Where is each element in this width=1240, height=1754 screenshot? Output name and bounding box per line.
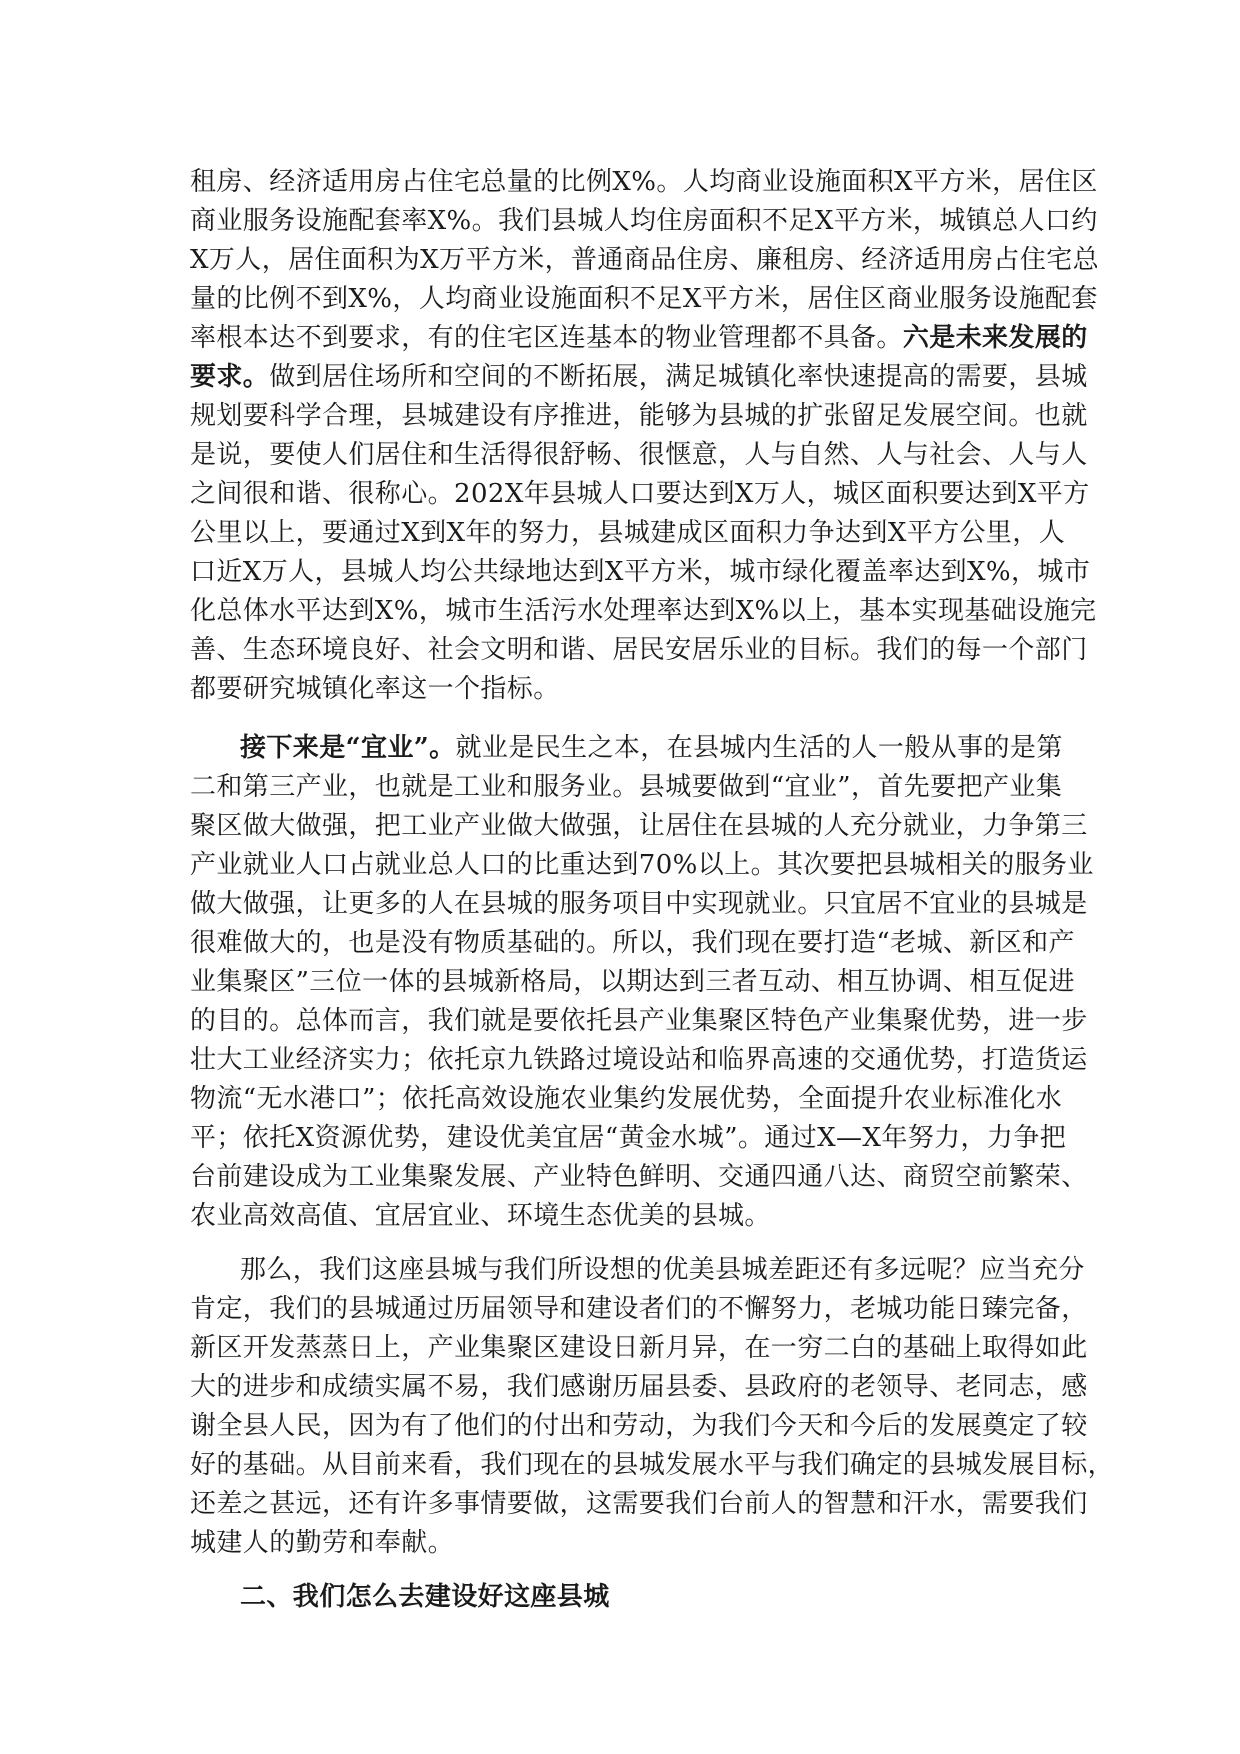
paragraph-gap-assessment [190,1251,1115,1563]
text-line [190,553,1090,592]
paragraph-housing [190,163,1100,709]
text-line [190,397,1090,436]
text-run: 谢全县人民，因为有了他们的付出和劳动，为我们今天和今后的发展奠定了较 [190,1411,1088,1441]
text-run: 业集聚区”三位一体的县城新格局，以期达到三者互动、相互协调、相互促进 [190,967,1075,997]
text-run: 公里以上，要通过X到X年的努力，县城建成区面积力争达到X平方公里，人 [190,518,1066,548]
text-line [190,475,1090,514]
text-run: 就业是民生之本，在县城内生活的人一般从事的是第 [455,733,1063,763]
text-run: 率根本达不到要求，有的住宅区连基本的物业管理都不具备。 [190,323,903,353]
text-run: 农业高效高值、宜居宜业、环境生态优美的县城。 [190,1201,771,1231]
text-run: 物流“无水港口”；依托高效设施农业集约发展优势，全面提升农业标准化水 [190,1084,1063,1114]
text-run: 还差之甚远，还有许多事情要做，这需要我们台前人的智慧和汗水，需要我们 [190,1489,1088,1519]
text-run: 肯定，我们的县城通过历届领导和建设者们的不懈努力，老城功能日臻完备， [190,1294,1088,1324]
text-run: 好的基础。从目前来看，我们现在的县城发展水平与我们确定的县城发展目标， [190,1450,1115,1480]
text-run: 平；依托X资源优势，建设优美宜居“黄金水城”。通过X—X年努力，力争把 [190,1123,1067,1153]
text-line [190,729,1090,768]
text-line [190,241,1100,280]
paragraph-spacer [190,1563,1090,1578]
text-line [190,1407,1090,1446]
text-run: 量的比例不到X%，人均商业设施面积不足X平方米，居住区商业服务设施配套 [190,284,1098,314]
text-line [190,1485,1090,1524]
text-run: 台前建设成为工业集聚发展、产业特色鲜明、交通四通八达、商贸空前繁荣、 [190,1162,1088,1192]
text-line [190,846,1094,885]
text-run: 做大做强，让更多的人在县城的服务项目中实现就业。只宜居不宜业的县城是 [190,889,1088,919]
text-line [190,807,1090,846]
text-run: 壮大工业经济实力；依托京九铁路过境设站和临界高速的交通优势，打造货运 [190,1045,1088,1075]
text-run: 规划要科学合理，县城建设有序推进，能够为县城的扩张留足发展空间。也就 [190,401,1088,431]
text-line [190,924,1090,963]
text-line [190,280,1098,319]
text-run: 化总体水平达到X%，城市生活污水处理率达到X%以上，基本实现基础设施完 [190,596,1097,626]
section-heading: 二、我们怎么去建设好这座县城 [240,1582,610,1612]
bold-text-run: 要求。 [190,362,270,392]
text-line [190,1158,1090,1197]
text-run: 产业就业人口占就业总人口的比重达到70%以上。其次要把县城相关的服务业 [190,850,1094,880]
text-run: 之间很和谐、很称心。202X年县城人口要达到X万人，城区面积要达到X平方 [190,479,1090,509]
text-line [190,1041,1090,1080]
text-line [190,1368,1090,1407]
text-run: 聚区做大做强，把工业产业做大做强，让居住在县城的人充分就业，力争第三 [190,811,1088,841]
text-run: 口近X万人，县城人均公共绿地达到X平方米，城市绿化覆盖率达到X%，城市 [190,557,1091,587]
text-line [190,592,1097,631]
bold-text-run: 六是未来发展的 [902,323,1088,353]
text-run: 是说，要使人们居住和生活得很舒畅、很惬意，人与自然、人与社会、人与人 [190,440,1088,470]
paragraph-yiye [190,729,1094,1236]
text-run: X万人，居住面积为X万平方米，普通商品住房、廉租房、经济适用房占住宅总 [190,245,1100,275]
bold-text-run: 接下来是“宜业”。 [240,733,456,763]
text-line [190,1251,1090,1290]
text-run: 那么，我们这座县城与我们所设想的优美县城差距还有多远呢？应当充分 [240,1255,1085,1285]
text-run: 大的进步和成绩实属不易，我们感谢历届县委、县政府的老领导、老同志，感 [190,1372,1088,1402]
text-line [190,1119,1090,1158]
text-run: 很难做大的，也是没有物质基础的。所以，我们现在要打造“老城、新区和产 [190,928,1075,958]
text-line [190,1524,1090,1563]
text-run: 都要研究城镇化率这一个指标。 [190,674,560,704]
text-run: 二和第三产业，也就是工业和服务业。县城要做到“宜业”，首先要把产业集 [190,772,1063,802]
text-run: 城建人的勤劳和奉献。 [190,1528,455,1558]
document-page [190,163,1115,1617]
text-line [190,1290,1090,1329]
text-line [190,514,1090,553]
paragraph-spacer [190,1236,1090,1251]
text-line [190,670,1090,709]
text-run: 新区开发蒸蒸日上，产业集聚区建设日新月异，在一穷二白的基础上取得如此 [190,1333,1088,1363]
text-line [190,631,1090,670]
text-run: 善、生态环境良好、社会文明和谐、居民安居乐业的目标。我们的每一个部门 [190,635,1088,665]
text-run: 商业服务设施配套率X%。我们县城人均住房面积不足X平方米，城镇总人口约 [190,206,1098,236]
paragraph-spacer [190,709,1090,729]
text-line [190,436,1090,475]
text-line [190,1002,1090,1041]
text-run: 做到居住场所和空间的不断拓展，满足城镇化率快速提高的需要，县城 [269,362,1088,392]
text-line [190,358,1090,397]
text-line [190,202,1098,241]
text-run: 租房、经济适用房占住宅总量的比例X%。人均商业设施面积X平方米，居住区 [190,167,1098,197]
text-line [190,1329,1090,1368]
text-line [190,1197,1090,1236]
text-line [190,163,1098,202]
text-line [190,1080,1090,1119]
text-line [190,1446,1115,1485]
text-line [190,768,1090,807]
text-line [190,319,1090,358]
text-line [190,885,1090,924]
text-run: 的目的。总体而言，我们就是要依托县产业集聚区特色产业集聚优势，进一步 [190,1006,1088,1036]
text-line [190,963,1090,1002]
